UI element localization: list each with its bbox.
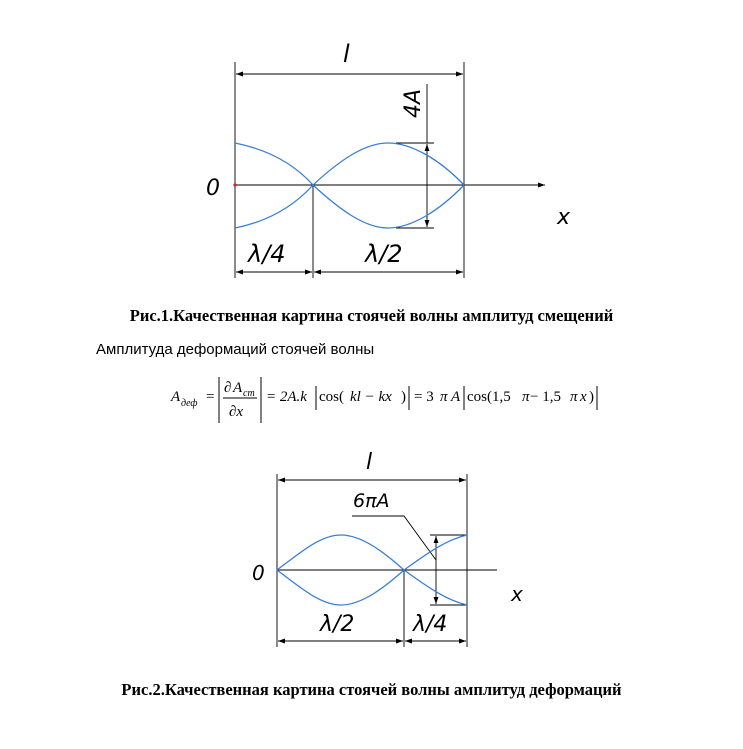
formula-part1: = 2A.k xyxy=(266,389,307,405)
body-text-line: Амплитуда деформаций стоячей волны xyxy=(96,341,375,358)
fig1-half-label: λ/2 xyxy=(365,240,403,268)
fig2-amplitude-leader xyxy=(352,516,436,560)
fig1-origin-label: 0 xyxy=(206,176,220,201)
formula-frac-subscript: ст xyxy=(243,388,255,399)
fig2-length-label: l xyxy=(366,450,373,475)
fig2-half-label: λ/2 xyxy=(320,612,355,637)
formula-x2: x xyxy=(580,389,587,405)
formula-A2: A xyxy=(451,389,461,405)
formula-frac-den: ∂x xyxy=(229,404,244,420)
figure-2-caption: Рис.2.Качественная картина стоячей волны амплитуд деформаций xyxy=(121,680,622,699)
formula-frac-partial: ∂ xyxy=(224,380,232,396)
fig2-wave-lower xyxy=(277,570,467,605)
formula-pi2: π xyxy=(522,389,530,405)
formula-part2: = 3 xyxy=(414,389,434,405)
fig2-axis-label: x xyxy=(511,582,523,606)
fig1-wave-upper xyxy=(235,143,464,185)
formula-close1: ) xyxy=(401,389,406,405)
fig1-amplitude-label: 4A xyxy=(401,88,426,118)
fig1-wave-lower xyxy=(235,185,464,228)
figure-1 xyxy=(206,40,571,278)
formula-pi3: π xyxy=(570,389,578,405)
fig1-origin-dot xyxy=(233,183,236,186)
formula-cos2: cos(1,5 xyxy=(467,389,511,405)
deformation-formula xyxy=(170,377,597,423)
formula-frac-A: A xyxy=(233,380,243,396)
figure-2 xyxy=(252,450,523,647)
fig2-wave-upper xyxy=(277,535,467,570)
figure-1-caption: Рис.1.Качественная картина стоячей волны амплитуд смещений xyxy=(129,306,614,325)
formula-equals-0: = xyxy=(206,389,215,405)
fig2-quarter-label: λ/4 xyxy=(413,612,448,637)
formula-pi1: π xyxy=(440,389,448,405)
formula-mid2: − 1,5 xyxy=(530,389,561,405)
formula-cos1: cos( xyxy=(319,389,344,405)
formula-lhs: A xyxy=(171,389,181,405)
fig1-length-label: l xyxy=(343,40,350,68)
formula-close2: ) xyxy=(589,389,594,405)
fig1-axis-label: x xyxy=(557,205,571,230)
fig2-origin-label: 0 xyxy=(252,561,265,585)
fig2-amplitude-label: 6πA xyxy=(353,490,390,512)
formula-arg1: kl − kx xyxy=(350,389,392,405)
fig1-quarter-label: λ/4 xyxy=(248,240,286,268)
formula-lhs-subscript: деф xyxy=(181,398,198,409)
